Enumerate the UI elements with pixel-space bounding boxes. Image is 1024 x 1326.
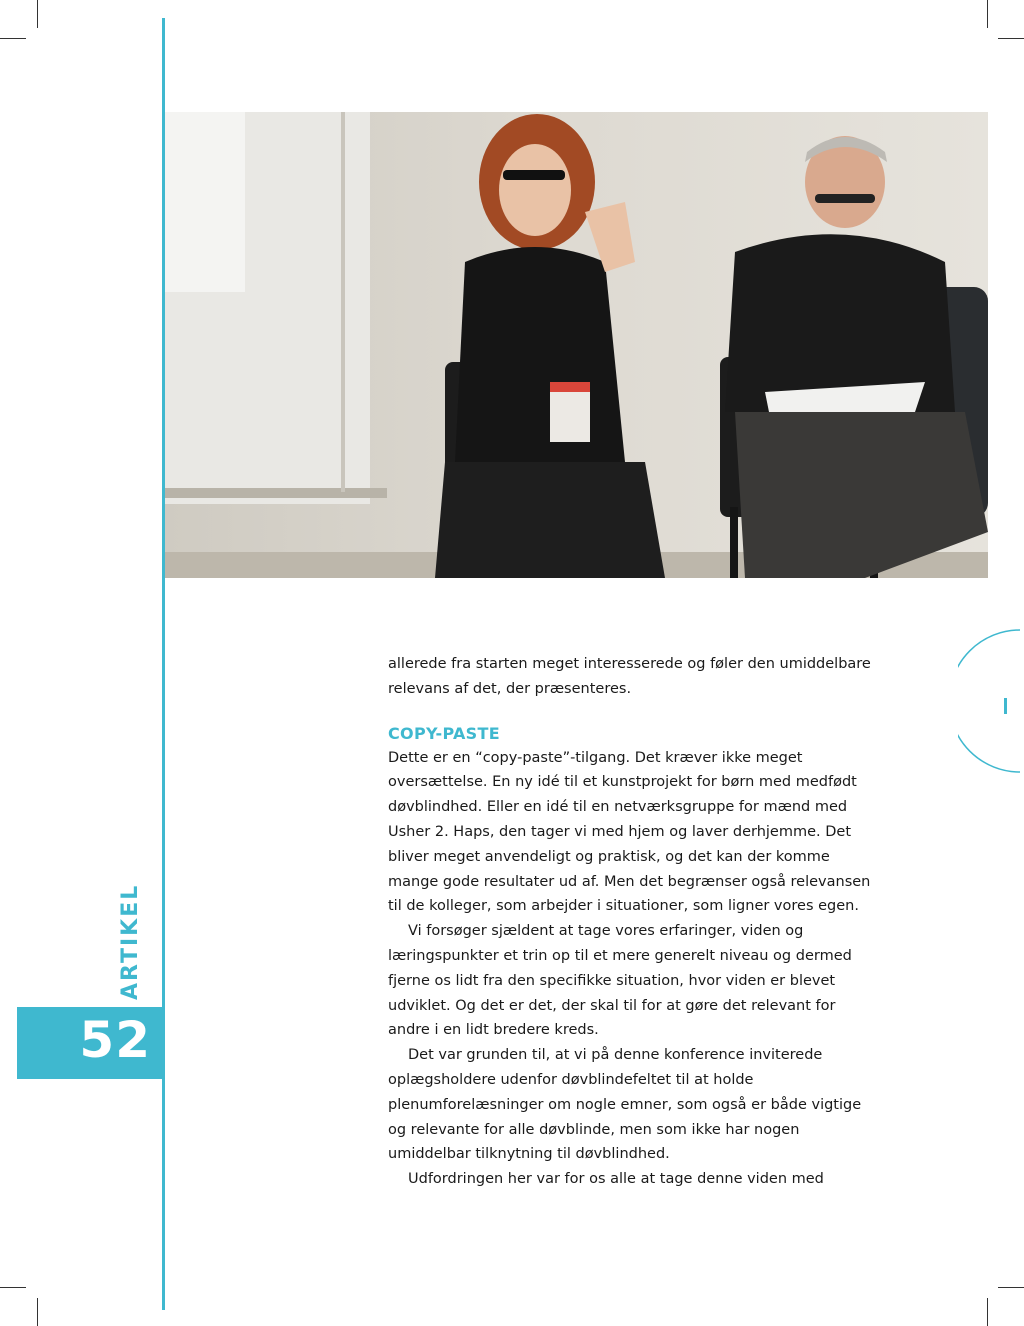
- crop-mark: [987, 1298, 988, 1326]
- crop-mark: [37, 0, 38, 28]
- crop-mark: [37, 1298, 38, 1326]
- crop-mark: [0, 1287, 26, 1288]
- page-number-box: [17, 1007, 165, 1079]
- photo-illustration: [165, 112, 988, 578]
- crop-mark: [0, 38, 26, 39]
- crop-mark: [998, 38, 1024, 39]
- conference-photo: [165, 112, 988, 578]
- section-heading: COPY-PASTE: [388, 723, 500, 743]
- crop-mark: [987, 0, 988, 28]
- body-paragraph: Vi forsøger sjældent at tage vores erfaringer, viden og læringspunkter et trin op til et mere generelt niveau og dermed fjerne os lidt fra den specifikke situation, hvor viden er blevet udviklet. Og det er det, der skal til for at gøre det relevant for andre i en lidt bredere kreds.: [388, 923, 852, 1039]
- body-paragraph: Dette er en “copy-paste”-tilgang. Det kræver ikke meget oversættelse. En ny idé til et kunstprojekt for børn med medfødt døvblindhed. Eller en idé til en netværksgruppe for mænd med Usher 2. Haps, den tager vi med hjem og laver derhjemme. Det bliver meget anvendeligt og praktisk, og det kan der komme mange gode resultater ud af. Men det begrænser også relevansen til de kolleger, som arbejder i situationer, som ligner vores egen.: [388, 749, 871, 915]
- body-paragraph: Det var grunden til, at vi på denne konference inviterede oplægsholdere udenfor døvblindefeltet til at holde plenumforelæsninger om nogle emner, som også er både vigtige og relevante for alle døvblinde, men som ikke har nogen umiddelbar tilknytning til døvblindhed.: [388, 1047, 862, 1163]
- section-label: ARTIKEL: [118, 883, 143, 1000]
- decorative-arc: [958, 626, 1024, 776]
- article-body: [388, 652, 878, 1192]
- page-number: 52: [79, 1011, 151, 1069]
- body-paragraph: Udfordringen her var for os alle at tage denne viden med: [408, 1171, 824, 1188]
- crop-mark: [998, 1287, 1024, 1288]
- intro-paragraph: allerede fra starten meget interesserede og føler den umiddelbare relevans af det, der præsenteres.: [388, 656, 871, 697]
